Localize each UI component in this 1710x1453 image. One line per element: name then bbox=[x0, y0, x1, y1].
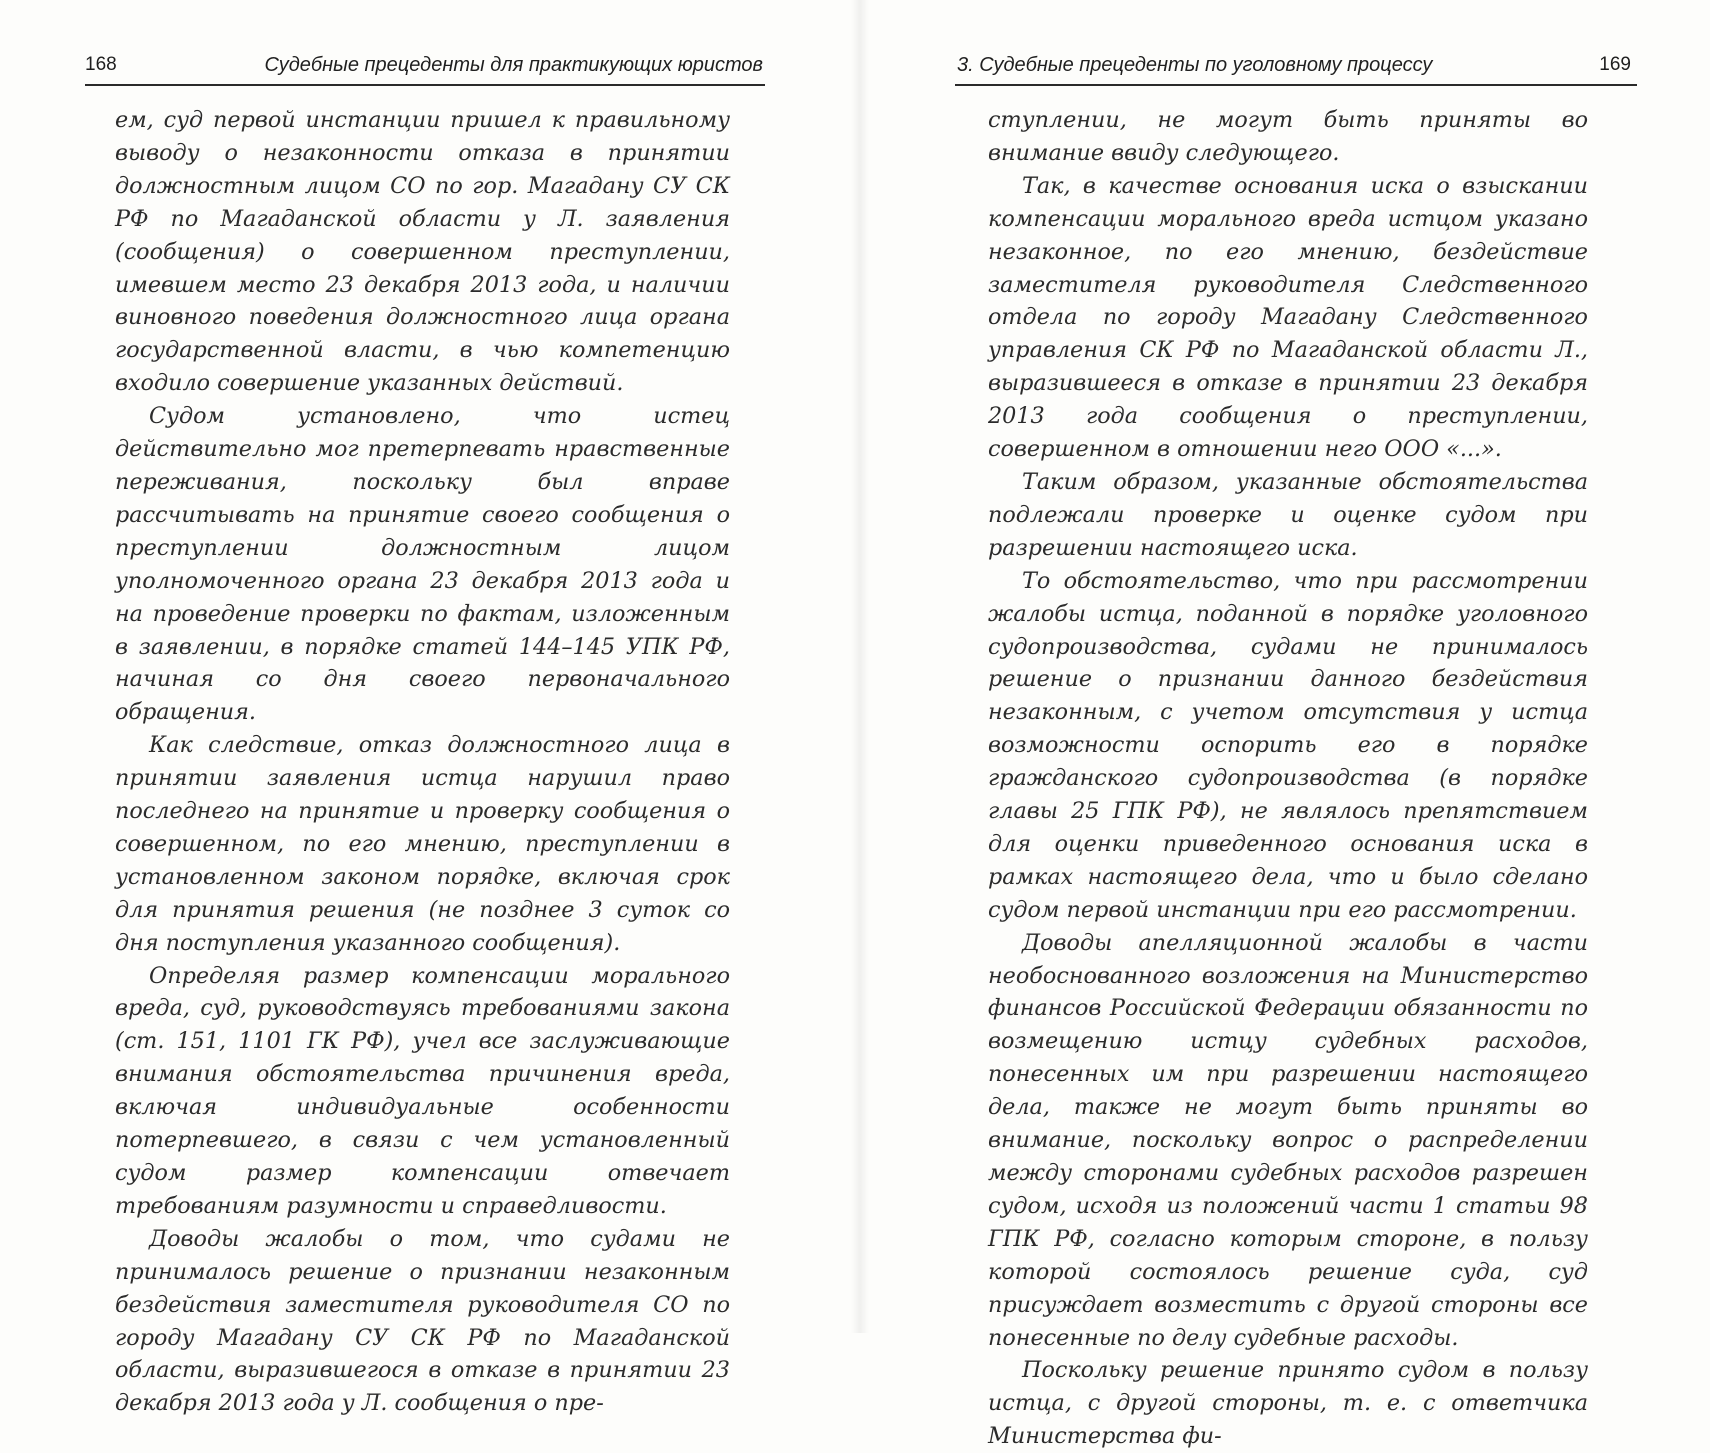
right-running-header bbox=[955, 52, 1637, 86]
left-body-text bbox=[115, 104, 730, 1420]
left-running-header bbox=[85, 52, 765, 86]
paragraph: Так, в качестве основания иска о взыскании компенсации морального вреда истцом указано незаконное, по его мнению, бездействие заместителя руководителя Следственного отдела по городу Магадану Следственного управления СК РФ по Магаданской области Л., выразившееся в отказе в принятии 23 декабря 2013 года сообщения о преступлении, совершенном в отношении него ООО «...». bbox=[988, 172, 1588, 463]
paragraph: Поскольку решение принято судом в пользу истца, с другой стороны, т. е. с ответчика Министерства фи- bbox=[988, 1357, 1588, 1450]
right-page-number: 169 bbox=[1599, 54, 1631, 75]
paragraph: То обстоятельство, что при рассмотрении жалобы истца, поданной в порядке уголовного судопроизводства, судами не принималось решение о признании данного бездействия незаконным, с учетом отсутствия у истца возможности оспорить его в порядке гражданского судопроизводства (в порядке главы 25 ГПК РФ), не являлось препятствием для оценки приведенного основания иска в рамках настоящего дела, что и было сделано судом первой инстанции при его рассмотрении. bbox=[988, 567, 1588, 923]
paragraph: Доводы жалобы о том, что судами не принималось решение о признании незаконным бездействия заместителя руководителя СО по городу Магадану СУ СК РФ по Магаданской области, выразившегося в отказе в принятии 23 декабря 2013 года у Л. сообщения о пре- bbox=[115, 1225, 730, 1417]
paragraph: Судом установлено, что истец действительно мог претерпевать нравственные переживания, поскольку был вправе рассчитывать на принятие своего сообщения о преступлении должностным лицом уполномоченного органа 23 декабря 2013 года и на проведение проверки по фактам, изложенным в заявлении, в порядке статей 144–145 УПК РФ, начиная со дня своего первоначального обращения. bbox=[115, 403, 730, 726]
paragraph: Доводы апелляционной жалобы в части необоснованного возложения на Министерство финансов Российской Федерации обязанности по возмещению истцу судебных расходов, понесенных им при разрешении настоящего дела, также не могут быть приняты во внимание, поскольку вопрос о распределении между сторонами судебных расходов разрешен судом, исходя из положений части 1 статьи 98 ГПК РФ, согласно которым стороне, в пользу которой состоялось решение суда, суд присуждает возместить с другой стороны все понесенные по делу судебные расходы. bbox=[988, 929, 1588, 1351]
right-page bbox=[855, 0, 1710, 1450]
paragraph: ступлении, не могут быть приняты во внимание ввиду следующего. bbox=[988, 107, 1588, 166]
left-running-title: Судебные прецеденты для практикующих юристов bbox=[264, 54, 763, 76]
left-page-number: 168 bbox=[85, 54, 117, 75]
right-running-title: 3. Судебные прецеденты по уголовному процессу bbox=[957, 54, 1433, 76]
paragraph: ем, суд первой инстанции пришел к правильному выводу о незаконности отказа в принятии должностным лицом СО по гор. Магадану СУ СК РФ по Магаданской области у Л. заявления (сообщения) о совершенном преступлении, имевшем место 23 декабря 2013 года, и наличии виновного поведения должностного лица органа государственной власти, в чью компетенцию входило совершение указанных действий. bbox=[115, 107, 730, 397]
paragraph: Определяя размер компенсации морального вреда, суд, руководствуясь требованиями закона (ст. 151, 1101 ГК РФ), учел все заслуживающие внимания обстоятельства причинения вреда, включая индивидуальные особенности потерпевшего, в связи с чем установленный судом размер компенсации отвечает требованиям разумности и справедливости. bbox=[115, 962, 730, 1219]
paragraph: Таким образом, указанные обстоятельства подлежали проверке и оценке судом при разрешении настоящего иска. bbox=[988, 468, 1588, 561]
right-body-text bbox=[988, 104, 1588, 1453]
left-page bbox=[0, 0, 855, 1417]
paragraph: Как следствие, отказ должностного лица в принятии заявления истца нарушил право последнего на принятие и проверку сообщения о совершенном, по его мнению, преступлении в установленном законом порядке, включая срок для принятия решения (не позднее 3 суток со дня поступления указанного сообщения). bbox=[115, 732, 730, 956]
